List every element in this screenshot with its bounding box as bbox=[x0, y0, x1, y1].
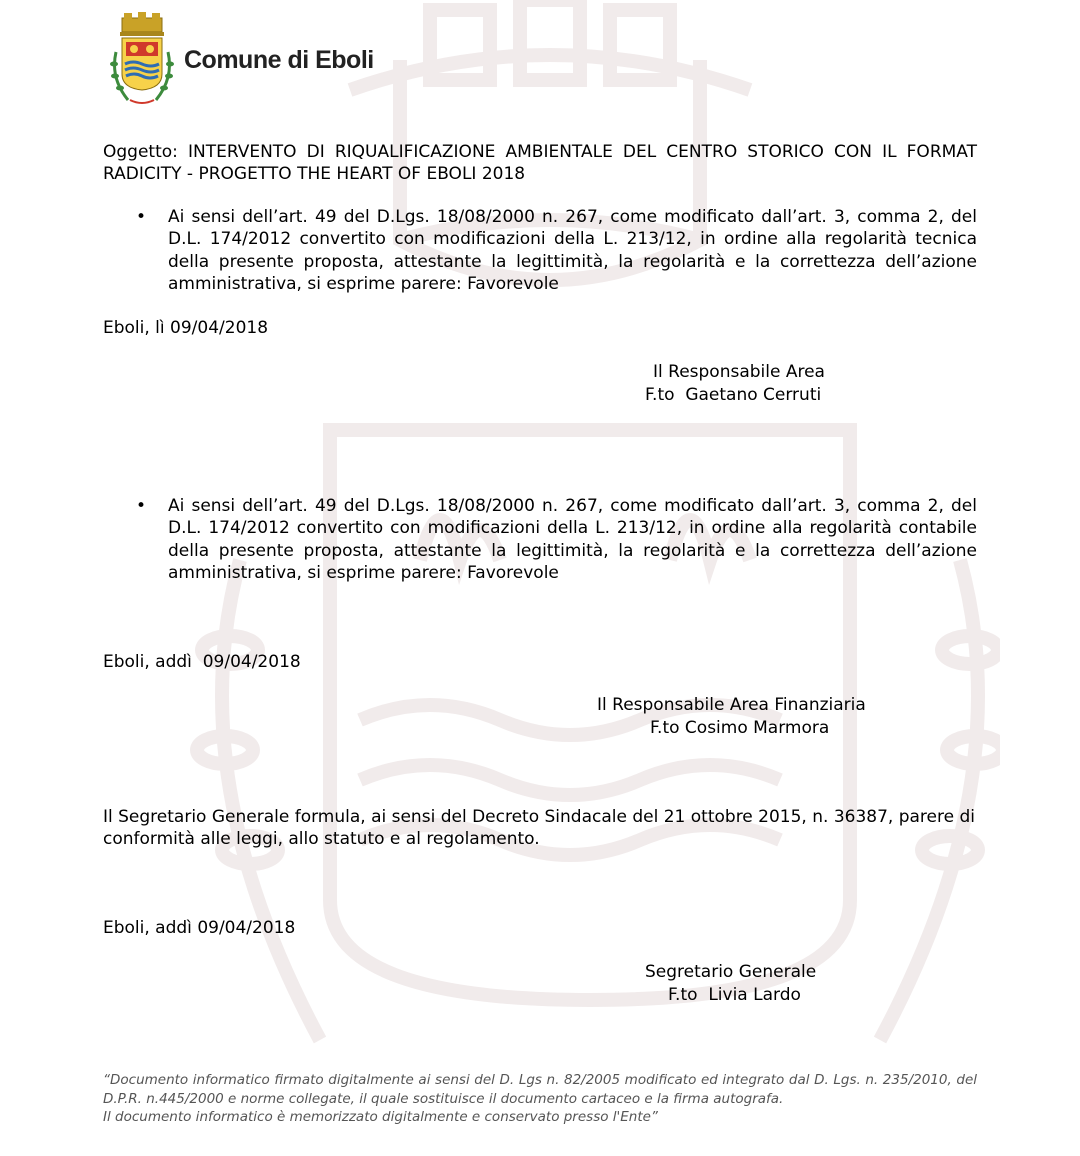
signer-name-technical: F.to Gaetano Cerruti bbox=[645, 385, 822, 405]
date-secretary: Eboli, addì 09/04/2018 bbox=[103, 918, 296, 938]
signer-role-technical: Il Responsabile Area bbox=[653, 362, 825, 382]
signer-role-accounting: Il Responsabile Area Finanziaria bbox=[597, 695, 866, 715]
digital-signature-notice bbox=[103, 1071, 977, 1127]
signer-name-secretary: F.to Livia Lardo bbox=[668, 985, 801, 1005]
opinion-accounting-text: Ai sensi dell’art. 49 del D.Lgs. 18/08/2000 n. 267, come modificato dall’art. 3, comma 2, del D.L. 174/2012 convertito con modificazioni della L. 213/12, in ordine alla regolarità contabile della presente proposta, attestante la legittimità, la regolarità e la correttezza dell’azione amministrativa, si esprime parere: Favorevole bbox=[168, 496, 977, 583]
signer-name-accounting: F.to Cosimo Marmora bbox=[650, 718, 830, 738]
conformity-opinion-text: Il Segretario Generale formula, ai sensi del Decreto Sindacale del 21 ottobre 2015, n. 36387, parere di conformità alle leggi, allo statuto e al regolamento. bbox=[103, 807, 975, 850]
document-subject: Oggetto: INTERVENTO DI RIQUALIFICAZIONE AMBIENTALE DEL CENTRO STORICO CON IL FORMAT RADICITY - PROGETTO THE HEART OF EBOLI 2018 bbox=[103, 142, 977, 185]
coat-of-arms-icon bbox=[108, 12, 176, 108]
date-accounting: Eboli, addì 09/04/2018 bbox=[103, 652, 301, 672]
bullet-marker: • bbox=[136, 496, 147, 516]
date-technical: Eboli, lì 09/04/2018 bbox=[103, 318, 269, 338]
bullet-marker: • bbox=[136, 207, 147, 227]
org-name: Comune di Eboli bbox=[184, 46, 374, 74]
opinion-technical-text: Ai sensi dell’art. 49 del D.Lgs. 18/08/2000 n. 267, come modificato dall’art. 3, comma 2, del D.L. 174/2012 convertito con modificazioni della L. 213/12, in ordine alla regolarità tecnica della presente proposta, attestante la legittimità, la regolarità e la correttezza dell’azione amministrativa, si esprime parere: Favorevole bbox=[168, 207, 977, 294]
signer-role-secretary: Segretario Generale bbox=[645, 962, 817, 982]
footer-line-1: “Documento informatico firmato digitalmente ai sensi del D. Lgs n. 82/2005 modificato ed integrato dal D. Lgs. n. 235/2010, del D.P.R. n.445/2000 e norme collegate, il quale sostituisce il documento cartaceo e la firma autografa. bbox=[103, 1072, 977, 1107]
footer-line-2: Il documento informatico è memorizzato digitalmente e conservato presso l'Ente” bbox=[103, 1109, 658, 1125]
